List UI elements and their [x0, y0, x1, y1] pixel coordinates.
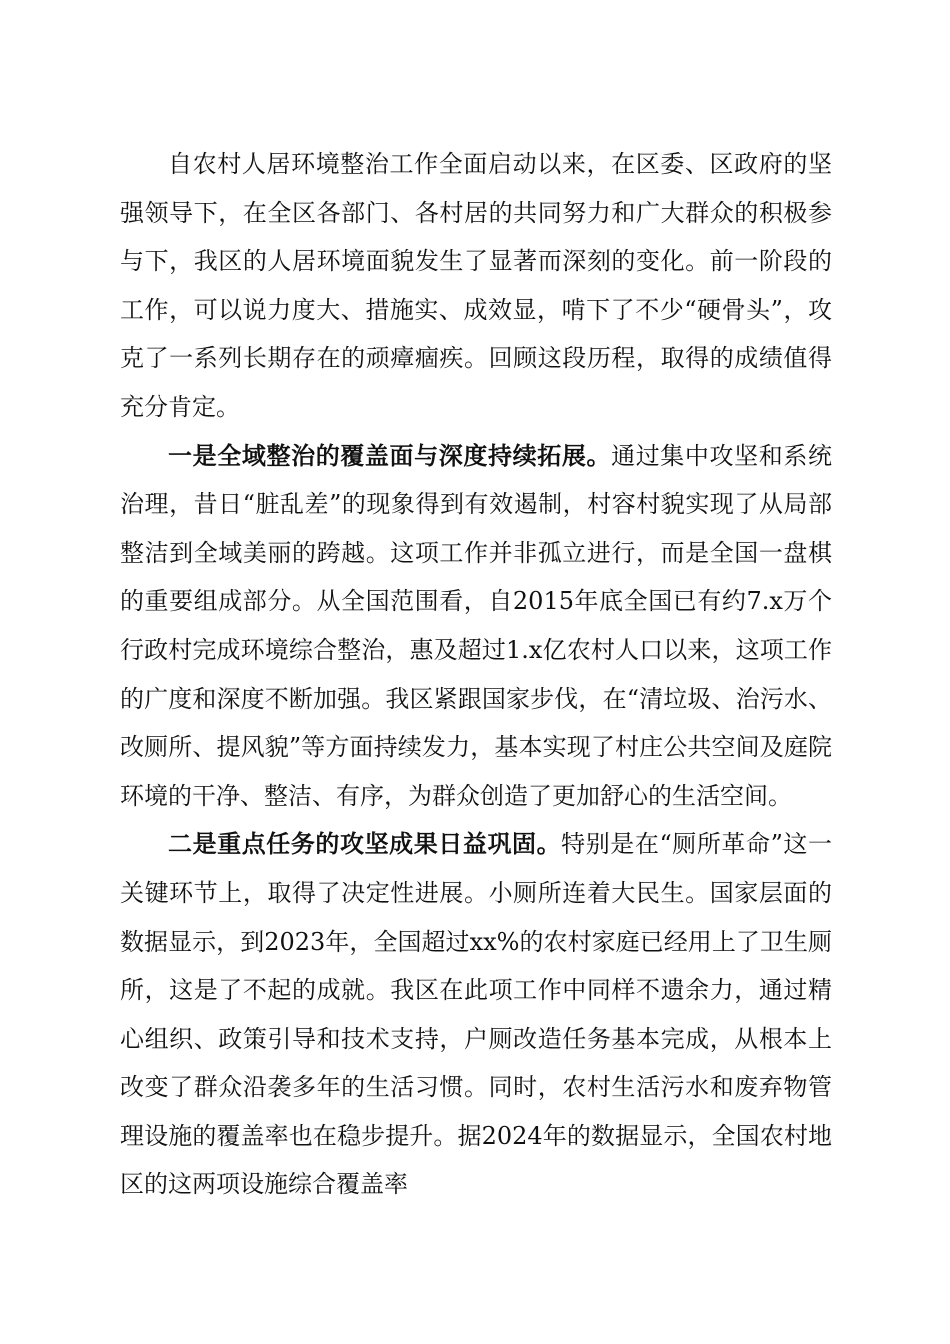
paragraph-point-two — [120, 820, 832, 1209]
paragraph-lead: 二是重点任务的攻坚成果日益巩固。 — [168, 829, 562, 859]
paragraph-point-one — [120, 432, 832, 821]
paragraph-text: 通过集中攻坚和系统治理，昔日“脏乱差”的现象得到有效遏制，村容村貌实现了从局部整洁到全域美丽的跨越。这项工作并非孤立进行，而是全国一盘棋的重要组成部分。从全国范围看，自2015年底全国已有约7.x万个行政村完成环境综合整治，惠及超过1.x亿农村人口以来，这项工作的广度和深度不断加强。我区紧跟国家步伐，在“清垃圾、治污水、改厕所、提风貌”等方面持续发力，基本实现了村庄公共空间及庭院环境的干净、整洁、有序，为群众创造了更加舒心的生活空间。 — [120, 441, 833, 810]
paragraph-lead: 一是全域整治的覆盖面与深度持续拓展。 — [168, 440, 612, 470]
document-body — [120, 140, 832, 1209]
paragraph-intro — [120, 140, 832, 432]
paragraph-text: 自农村人居环境整治工作全面启动以来，在区委、区政府的坚强领导下，在全区各部门、各村居的共同努力和广大群众的积极参与下，我区的人居环境面貌发生了显著而深刻的变化。前一阶段的工作，可以说力度大、措施实、成效显，啃下了不少“硬骨头”，攻克了一系列长期存在的顽瘴痼疾。回顾这段历程，取得的成绩值得充分肯定。 — [120, 150, 832, 421]
paragraph-text: 特别是在“厕所革命”这一关键环节上，取得了决定性进展。小厕所连着大民生。国家层面的数据显示，到2023年，全国超过xx%的农村家庭已经用上了卫生厕所，这是了不起的成就。我区在此项工作中同样不遗余力，通过精心组织、政策引导和技术支持，户厕改造任务基本完成，从根本上改变了群众沿袭多年的生活习惯。同时，农村生活污水和废弃物管理设施的覆盖率也在稳步提升。据2024年的数据显示，全国农村地区的这两项设施综合覆盖率 — [120, 830, 832, 1199]
